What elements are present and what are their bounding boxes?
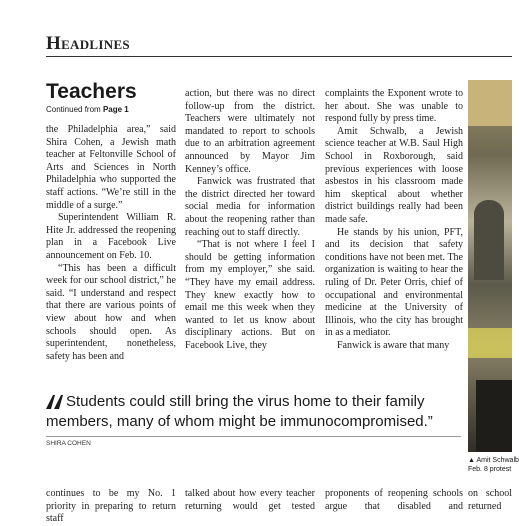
photo-region: [476, 380, 512, 452]
photo-region: [474, 200, 504, 280]
article-column-3: [325, 88, 463, 352]
paragraph: complaints the Exponent wrote to her about. She was unable to respond fully by press time.: [325, 88, 463, 125]
paragraph: He stands by his union, PFT, and its decision that safety conditions have not been met. The organization is waiting to hear the ruling of Dr. Peter Orris, chief of occupational and environmental medicine at the University of Illinois, who the city has brought in as a mediator.: [325, 226, 463, 339]
paragraph: Fanwick was frustrated that the district directed her toward social media for information about the reopening rather than reaching out to staff directly.: [185, 176, 315, 238]
paragraph: Fanwick is aware that many: [337, 339, 450, 351]
continued-text-column-2: talked about how every teacher returning would get tested: [185, 488, 315, 512]
continued-from-line: [46, 105, 129, 114]
paragraph: “That is not where I feel I should be getting information from my employer,” she said. “They have my email address. They knew exactly how to email me this week when they wanted to let us know about disciplinary actions. But on Facebook Live, they: [185, 239, 315, 351]
pull-quote-attribution: SHIRA COHEN: [46, 440, 91, 447]
continued-text-column-4: on school returned: [468, 488, 512, 512]
article-headline: Teachers: [46, 80, 137, 103]
pull-quote-rule: [46, 436, 461, 437]
photo-caption-line: ▲ Amit Schwalb: [468, 457, 519, 464]
paragraph: Superintendent William R. Hite Jr. addressed the reopening plan in a Facebook Live announcement on Feb. 10.: [46, 212, 176, 261]
paragraph: action, but there was no direct follow-up from the district. Teachers were ultimately not mandated to report to schools due to an arbitration agreement announced by Mayor Jim Kenney’s office.: [185, 88, 315, 175]
continued-text-column-3: proponents of reopening schools argue that disabled and: [325, 488, 463, 512]
section-title: Headlines: [46, 33, 130, 54]
continued-page: Page 1: [102, 105, 129, 114]
continued-text-column-1: continues to be my No. 1 priority in preparing to return staff: [46, 488, 176, 525]
section-rule: [46, 56, 512, 57]
photo-region: [468, 328, 512, 358]
photo-caption: [468, 456, 519, 474]
article-column-1: [46, 124, 176, 363]
paragraph: the Philadelphia area,” said Shira Cohen, a Jewish math teacher at Feltonville School of Arts and Sciences in North Philadelphia who supported the staff actions. “We’re still in the middle of a surge.”: [46, 124, 176, 211]
article-column-2: [185, 88, 315, 352]
pull-quote: Students could still bring the virus home to their family members, many of whom might be immunocompromised.”: [46, 393, 433, 430]
paragraph: “This has been a difficult week for our school district,” he said. “I understand and respect that there are various points of view about how and when schools should open. As superintendent, nonetheless, safety has been and: [46, 262, 176, 362]
paragraph: Amit Schwalb, a Jewish science teacher at W.B. Saul High School in Roxborough, said previous experiences with loose asbestos in his classroom made him skeptical about whether district buildings really had been made safe.: [325, 125, 463, 225]
photo-caption-line: Feb. 8 protest: [468, 466, 512, 473]
continued-prefix: Continued from: [46, 105, 101, 114]
photo-region: [468, 80, 512, 126]
article-photo: [468, 80, 512, 452]
